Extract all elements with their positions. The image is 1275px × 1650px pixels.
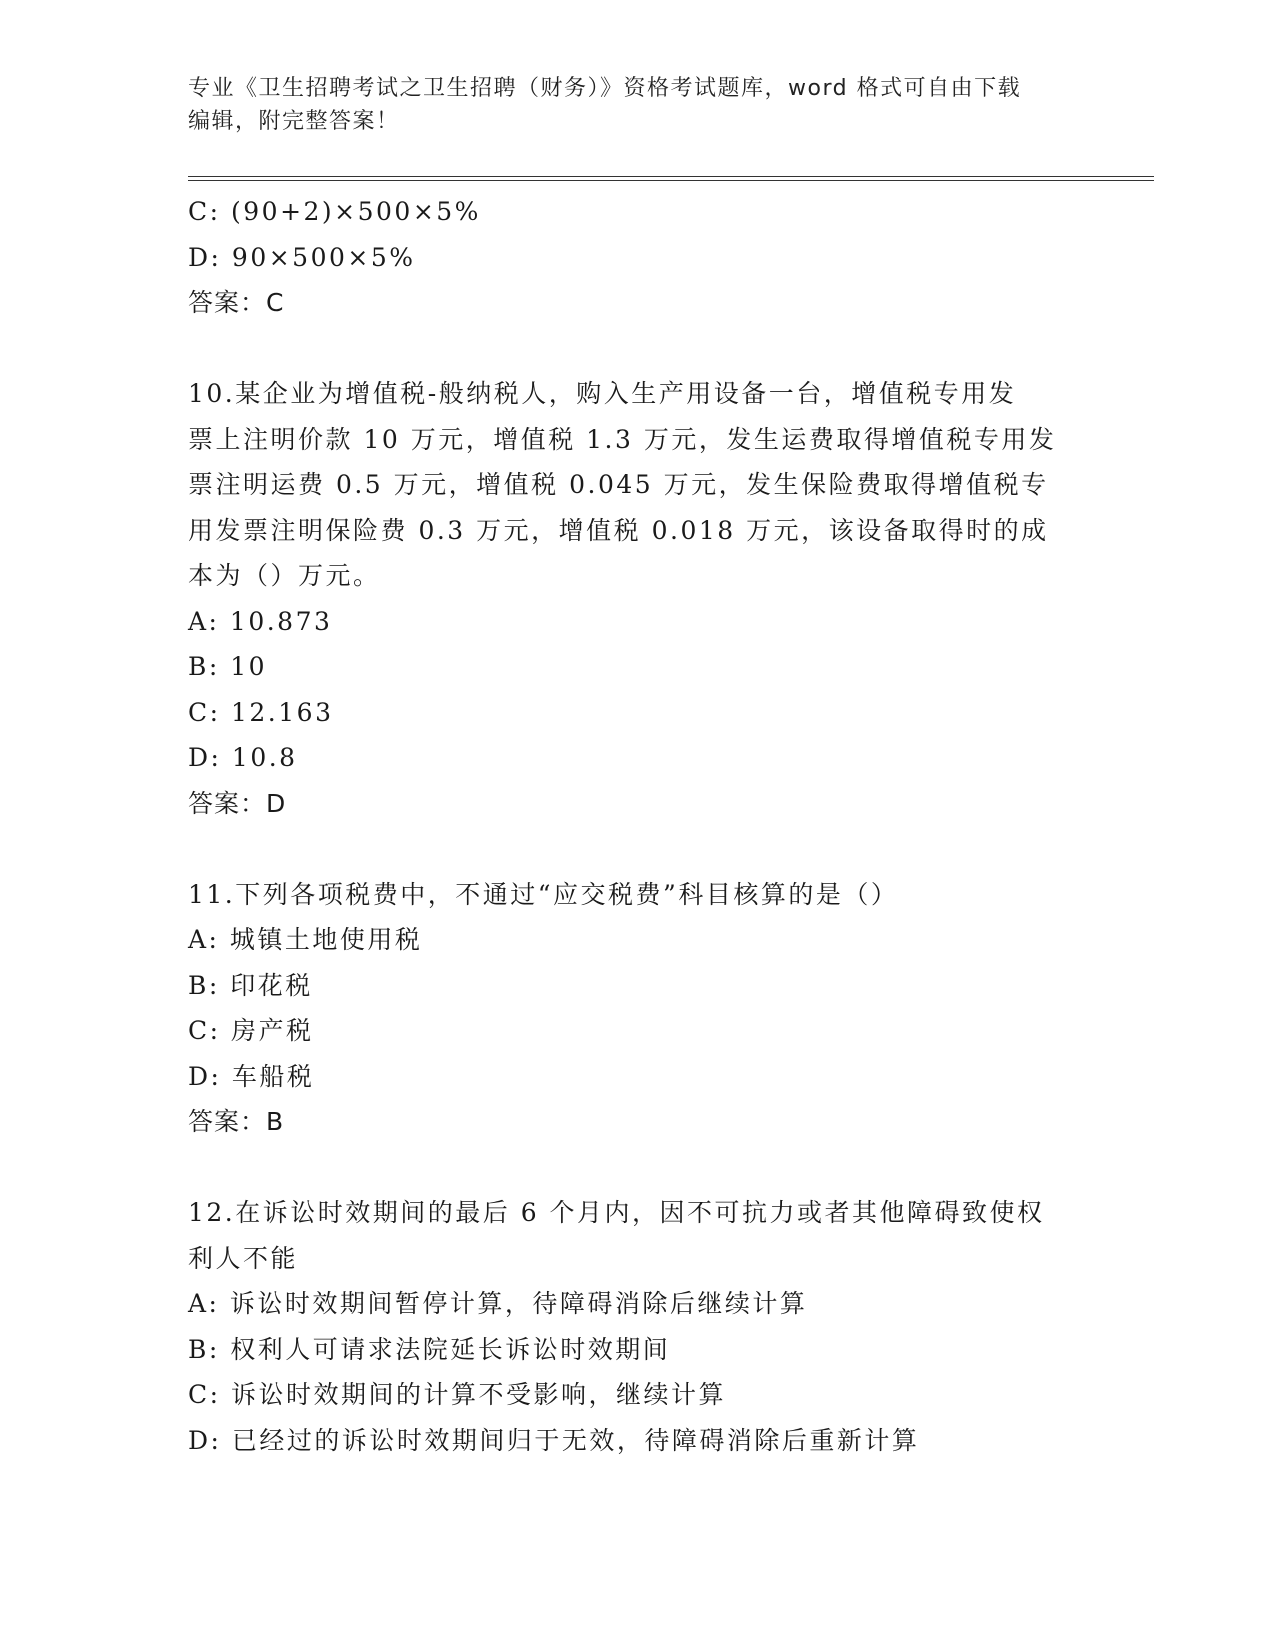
page-header — [188, 72, 1088, 138]
q11-option-b: B: 印花税 — [188, 970, 313, 1000]
q11-option-d: D: 车船税 — [188, 1061, 315, 1091]
header-line-1: 专业《卫生招聘考试之卫生招聘（财务）》资格考试题库，word 格式可自由下载 — [188, 76, 1022, 101]
q11-option-c: C: 房产税 — [188, 1016, 314, 1045]
header-double-rule — [188, 176, 1154, 181]
q10-option-c: C: 12.163 — [188, 697, 334, 727]
q12-option-b: B: 权利人可请求法院延长诉讼时效期间 — [188, 1334, 671, 1364]
q10-option-b: B: 10 — [188, 652, 268, 681]
question-9-tail — [188, 189, 1088, 326]
q10-option-d: D: 10.8 — [188, 743, 298, 772]
q9-option-d: D: 90×500×5% — [188, 242, 416, 272]
question-10 — [188, 371, 1088, 826]
q10-stem-line-5: 本为（）万元。 — [188, 561, 381, 590]
q12-option-c: C: 诉讼时效期间的计算不受影响，继续计算 — [188, 1380, 726, 1409]
q12-stem-line-1: 12.在诉讼时效期间的最后 6 个月内，因不可抗力或者其他障碍致使权 — [188, 1198, 1045, 1227]
spacer — [188, 326, 1088, 372]
q12-option-a: A: 诉讼时效期间暂停计算，待障碍消除后继续计算 — [188, 1289, 808, 1318]
q10-stem-line-1: 10.某企业为增值税-般纳税人，购入生产用设备一台，增值税专用发 — [188, 379, 1017, 408]
q10-answer: 答案：D — [188, 788, 287, 818]
q9-option-c: C: (90+2)×500×5% — [188, 197, 481, 226]
question-12 — [188, 1190, 1088, 1463]
spacer — [188, 1145, 1088, 1191]
q11-stem: 11.下列各项税费中，不通过“应交税费”科目核算的是（） — [188, 879, 899, 909]
q9-answer: 答案：C — [188, 288, 285, 317]
spacer — [188, 826, 1088, 872]
q10-stem-line-3: 票注明运费 0.5 万元，增值税 0.045 万元，发生保险费取得增值税专 — [188, 470, 1049, 499]
q10-stem-line-4: 用发票注明保险费 0.3 万元，增值税 0.018 万元，该设备取得时的成 — [188, 515, 1049, 545]
question-11 — [188, 872, 1088, 1145]
q12-stem-line-2: 利人不能 — [188, 1243, 299, 1273]
q10-stem-line-2: 票上注明价款 10 万元，增值税 1.3 万元，发生运费取得增值税专用发 — [188, 424, 1057, 454]
q11-answer: 答案：B — [188, 1107, 285, 1136]
q12-option-d: D: 已经过的诉讼时效期间归于无效，待障碍消除后重新计算 — [188, 1425, 920, 1455]
q11-option-a: A: 城镇土地使用税 — [188, 925, 423, 954]
q10-option-a: A: 10.873 — [188, 606, 333, 636]
header-line-2: 编辑，附完整答案！ — [188, 109, 400, 134]
question-content — [188, 189, 1088, 1463]
